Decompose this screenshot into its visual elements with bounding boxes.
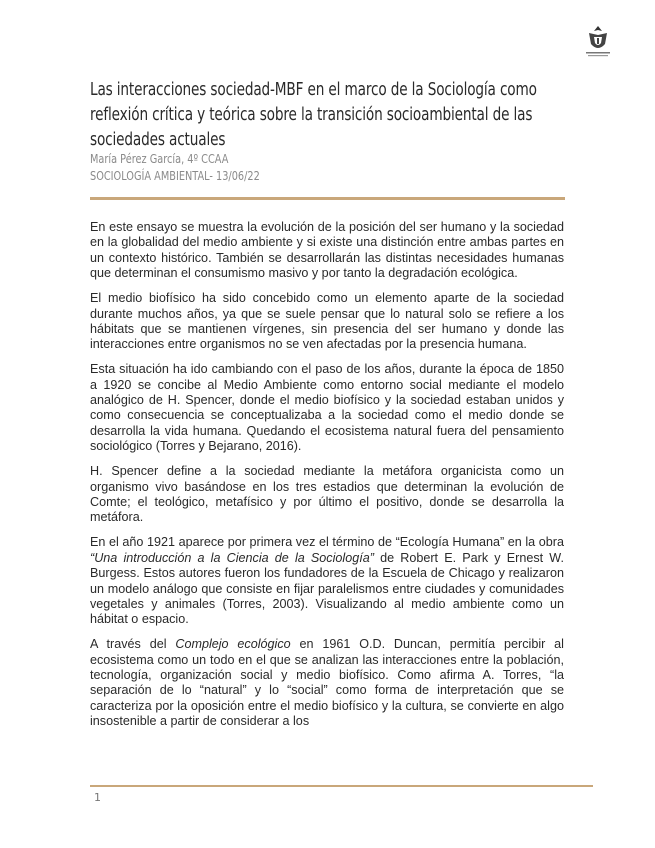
paragraph: H. Spencer define a la sociedad mediante la metáfora organicista como un organismo vivo basándose en los tres estadios que determinan la evolución de Comte; el teológico, metafísico y por último el positivo, donde se desarrolla la metáfora. [90,464,564,525]
document-title: Las interacciones sociedad-MBF en el marco de la Sociología como reflexión crítica y teórica sobre la transición socioambiental de las sociedades actuales [90,80,537,150]
paragraph-text: En el año 1921 aparece por primera vez el término de “Ecología Humana” en la obra [90,535,564,550]
author-line: María Pérez García, 4º CCAA [90,151,229,166]
book-title: “Una introducción a la Ciencia de la Sociología” [90,550,374,565]
concept-title: Complejo ecológico [175,637,291,652]
paragraph-text: de Robert E. Park y Ernest W. Burgess. Estos autores fueron los fundadores de la Escuela de Chicago y realizaron un modelo análogo que consiste en fijar paralelismos entre ciudades y comunidades vegetales y animales (Torres, 2003). Visualizando al medio ambiente como un hábitat o espacio. [90,550,564,627]
paragraph-text: A través del [90,637,176,652]
paragraph: Esta situación ha ido cambiando con el paso de los años, durante la época de 1850 a 1920 se concibe al Medio Ambiente como entorno social mediante el modelo analógico de H. Spencer, donde el medio biofísico y la sociedad estaban unidos y como consecuencia se conceptualizaba a la sociedad como el medio donde se desarrolla la vida humana. Quedando el ecosistema natural fuera del pensamiento sociológico (Torres y Bejarano, 2016). [90,362,564,454]
paragraph: El medio biofísico ha sido concebido como un elemento aparte de la sociedad durante muchos años, ya que se suele pensar que lo natural solo se refiere a los hábitats que se mantienen vírgenes, sin presencia del ser humano y donde las interacciones entre organismos no se ven afectadas por la presencia humana. [90,291,564,352]
page-number: 1 [94,791,101,804]
paragraph: En este ensayo se muestra la evolución de la posición del ser humano y la sociedad en la globalidad del medio ambiente y si existe una distinción entre ambas partes en un contexto histórico. También se desarrollarán las distintas necesidades humanas que determinan el consumismo masivo y por tanto la degradación ecológica. [90,220,564,281]
footer-divider [90,785,593,787]
university-crest-icon [578,22,618,62]
essay-body [90,220,564,739]
header-divider [90,197,565,200]
paragraph [90,535,564,627]
paragraph [90,637,564,729]
subject-date-line: SOCIOLOGÍA AMBIENTAL- 13/06/22 [90,168,260,183]
paragraph-text: en 1961 O.D. Duncan, permitía percibir al ecosistema como un todo en el que se analizan las interacciones entre la población, tecnología, organización social y medio biofísico. Como afirma A. Torres, “la separación de lo “natural” y lo “social” como forma de interpretación que se caracteriza por la oposición entre el medio biofísico y la cultura, se convierte en algo insostenible a partir de considerar a los [90,637,564,729]
